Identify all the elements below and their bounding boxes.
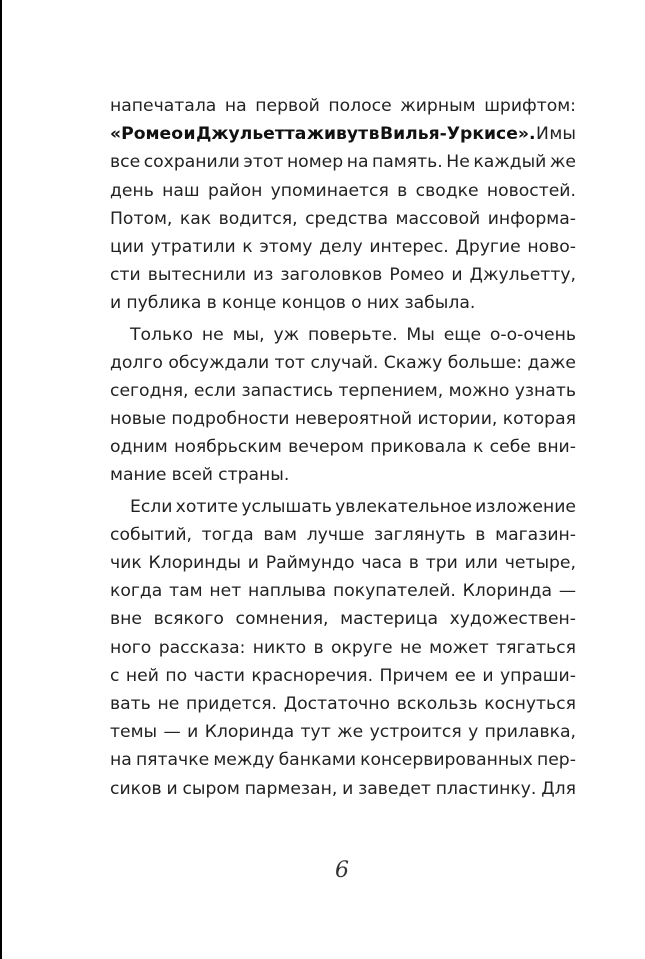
text-line: новые подробности невероятной истории, которая [110, 409, 576, 430]
text-line: ции утратили к этому делу интерес. Другие ново- [110, 236, 576, 257]
text-line: одним ноябрьским вечером приковала к себе вни- [110, 437, 576, 458]
text-line: Потом, как водится, средства массовой информа- [110, 208, 576, 229]
text-line: темы — и Клоринда тут же устроится у прилавка, [110, 722, 576, 743]
text-line: напечатала на первой полосе жирным шрифтом: [110, 96, 576, 116]
text-line: сиков и сыром пармезан, и заведет пластинку. Для [110, 778, 576, 799]
text-line: сти вытеснили из заголовков Ромео и Джульетту, [110, 265, 576, 286]
book-text-block [110, 92, 576, 803]
text-line: вать не придется. Достаточно вскользь коснуться [110, 693, 576, 714]
text-line: событий, тогда вам лучше заглянуть в магазин- [110, 524, 576, 545]
text-line-paragraph-start: Только не мы, уж поверьте. Мы еще о-о-очень [130, 324, 576, 345]
text-line: день наш район упоминается в сводке новостей. [110, 180, 576, 201]
text-line: сегодня, если запастись терпением, можно узнать [110, 380, 576, 401]
page-edge-border [0, 0, 2, 959]
text-line: ного рассказа: никто в округе не может тягаться [110, 637, 576, 658]
text-line: с ней по части красноречия. Причем ее и упраши- [110, 665, 576, 686]
text-line-paragraph-start: Если хотите услышать увлекательное изложение [130, 496, 576, 517]
newspaper-headline-word: и [183, 124, 196, 145]
newspaper-headline-word: Джульетта [196, 124, 307, 145]
newspaper-headline-word: в [368, 124, 380, 145]
text-line: «Ромео и Джульетта живут в Вилья-Уркисе». И мы [110, 120, 576, 148]
text-line: вне всякого сомнения, мастерица художествен- [110, 609, 576, 630]
page-number: 6 [335, 858, 349, 883]
newspaper-headline-word: «Ромео [110, 124, 184, 145]
text-line: чик Клоринды и Раймундо часа в три или четыре, [110, 553, 576, 573]
newspaper-headline-word: живут [306, 124, 369, 145]
text-line: все сохранили этот номер на память. Не каждый же [110, 152, 576, 173]
text-line-paragraph-end: и публика в конце концов о них забыла. [110, 293, 476, 314]
text-line: на пятачке между банками консервированных пер- [110, 750, 576, 771]
text-line: долго обсуждали тот случай. Скажу больше: даже [110, 352, 576, 373]
newspaper-headline-word: Вилья-Уркисе». [380, 124, 536, 145]
text-line-paragraph-end: мание всей страны. [110, 465, 290, 486]
text-line: когда там нет наплыва покупателей. Клоринда — [110, 581, 576, 602]
